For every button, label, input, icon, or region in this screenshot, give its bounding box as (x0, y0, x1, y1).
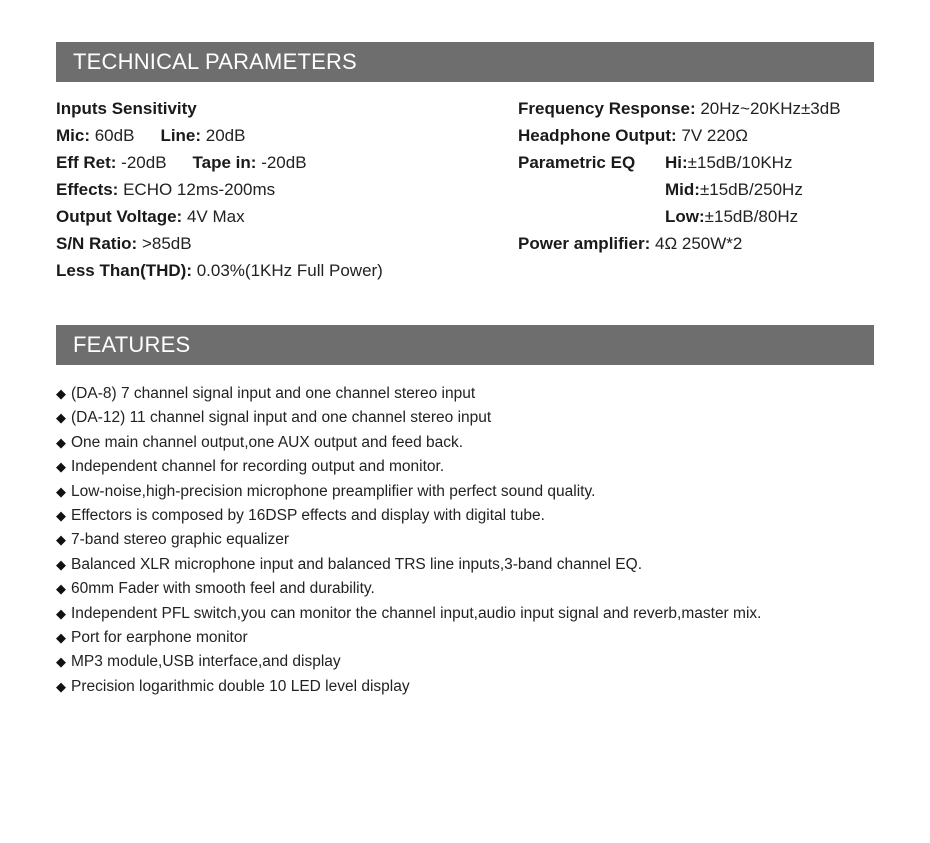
inputs-sensitivity-label: Inputs Sensitivity (56, 99, 197, 118)
tech-params-left-column (56, 95, 496, 284)
output-voltage-value: 4V Max (182, 207, 245, 226)
feature-item (56, 528, 876, 552)
parametric-eq-hi-row (518, 149, 888, 176)
effret-tape-row (56, 149, 496, 176)
feature-item (56, 602, 876, 626)
effects-row (56, 176, 496, 203)
sn-ratio-label: S/N Ratio: (56, 234, 138, 253)
feature-text: Precision logarithmic double 10 LED level display (71, 677, 410, 695)
eq-low-label: Low: (665, 207, 705, 226)
eq-hi-label: Hi: (665, 153, 688, 172)
thd-label: Less Than(THD): (56, 261, 192, 280)
diamond-bullet-icon: ◆ (56, 507, 66, 523)
feature-item (56, 455, 876, 479)
mic-label: Mic: (56, 126, 90, 145)
headphone-output-row (518, 122, 888, 149)
diamond-bullet-icon: ◆ (56, 410, 66, 426)
frequency-response-row (518, 95, 888, 122)
feature-item (56, 480, 876, 504)
diamond-bullet-icon: ◆ (56, 605, 66, 621)
feature-item (56, 406, 876, 430)
feature-text: Independent channel for recording output and monitor. (71, 458, 445, 476)
mic-value: 60dB (90, 126, 135, 145)
effects-value: ECHO 12ms-200ms (118, 180, 276, 199)
technical-parameters-header: TECHNICAL PARAMETERS (56, 42, 874, 82)
eq-mid-label: Mid: (665, 180, 700, 199)
diamond-bullet-icon: ◆ (56, 434, 66, 450)
diamond-bullet-icon: ◆ (56, 654, 66, 670)
frequency-response-value: 20Hz~20KHz±3dB (695, 99, 841, 118)
eq-mid-value: ±15dB/250Hz (699, 180, 803, 199)
eff-ret-value: -20dB (116, 153, 167, 172)
sn-ratio-row (56, 230, 496, 257)
inputs-sensitivity-heading (56, 95, 496, 122)
power-amplifier-row (518, 230, 888, 257)
headphone-output-value: 7V 220Ω (676, 126, 748, 145)
feature-text: (DA-8) 7 channel signal input and one channel stereo input (71, 385, 476, 402)
diamond-bullet-icon: ◆ (56, 386, 66, 401)
feature-text: Effectors is composed by 16DSP effects and display with digital tube. (71, 506, 545, 524)
diamond-bullet-icon: ◆ (56, 532, 66, 548)
feature-text: Independent PFL switch,you can monitor the channel input,audio input signal and reverb,master mix. (71, 604, 762, 622)
parametric-eq-low-row (518, 203, 888, 230)
output-voltage-label: Output Voltage: (56, 207, 183, 226)
tape-in-value: -20dB (256, 153, 307, 172)
sn-ratio-value: >85dB (137, 234, 192, 253)
thd-row (56, 257, 496, 284)
feature-item (56, 382, 876, 406)
tech-params-right-column (518, 95, 888, 257)
power-amplifier-label: Power amplifier: (518, 234, 651, 253)
feature-text: Low-noise,high-precision microphone preamplifier with perfect sound quality. (71, 482, 596, 500)
power-amplifier-value: 4Ω 250W*2 (650, 234, 743, 253)
frequency-response-label: Frequency Response: (518, 99, 696, 118)
eff-ret-label: Eff Ret: (56, 153, 117, 172)
feature-text: Balanced XLR microphone input and balanced TRS line inputs,3-band channel EQ. (71, 555, 643, 573)
mic-line-row (56, 122, 496, 149)
tape-in-label: Tape in: (192, 153, 257, 172)
diamond-bullet-icon: ◆ (56, 483, 66, 499)
feature-item (56, 577, 876, 601)
feature-text: Port for earphone monitor (71, 628, 248, 646)
feature-text: One main channel output,one AUX output and feed back. (71, 433, 464, 451)
feature-text: (DA-12) 11 channel signal input and one channel stereo input (71, 409, 492, 427)
feature-text: 7-band stereo graphic equalizer (71, 531, 289, 549)
parametric-eq-mid-row (518, 176, 888, 203)
diamond-bullet-icon: ◆ (56, 459, 66, 475)
feature-item (56, 504, 876, 528)
features-list (56, 382, 876, 699)
feature-item (56, 675, 876, 699)
feature-item (56, 431, 876, 455)
line-label: Line: (160, 126, 202, 145)
output-voltage-row (56, 203, 496, 230)
diamond-bullet-icon: ◆ (56, 629, 66, 645)
feature-item (56, 553, 876, 577)
feature-item (56, 650, 876, 674)
eq-hi-value: ±15dB/10KHz (687, 153, 793, 172)
effects-label: Effects: (56, 180, 119, 199)
feature-text: MP3 module,USB interface,and display (71, 653, 341, 671)
eq-low-value: ±15dB/80Hz (704, 207, 799, 226)
line-value: 20dB (201, 126, 246, 145)
feature-item (56, 626, 876, 650)
parametric-eq-label: Parametric EQ (518, 153, 636, 172)
diamond-bullet-icon: ◆ (56, 581, 66, 597)
feature-text: 60mm Fader with smooth feel and durability. (71, 580, 375, 598)
diamond-bullet-icon: ◆ (56, 556, 66, 572)
diamond-bullet-icon: ◆ (56, 678, 66, 694)
features-header: FEATURES (56, 325, 874, 365)
headphone-output-label: Headphone Output: (518, 126, 677, 145)
thd-value: 0.03%(1KHz Full Power) (192, 261, 383, 280)
